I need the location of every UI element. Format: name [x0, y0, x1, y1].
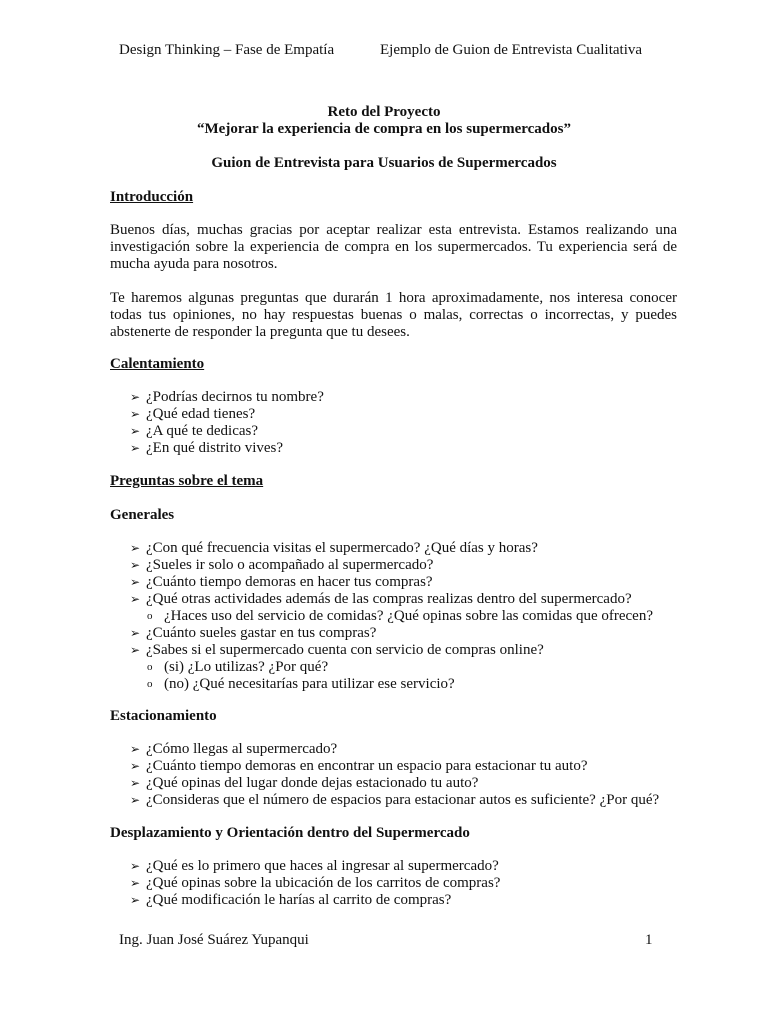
general-list	[130, 540, 653, 693]
movement-list	[130, 858, 500, 909]
guide-title: Guion de Entrevista para Usuarios de Supermercados	[211, 155, 557, 171]
arrow-bullet-icon: ➢	[130, 575, 141, 589]
list-item: ➢ ¿Podrías decirnos tu nombre?	[130, 389, 324, 405]
arrow-bullet-icon: ➢	[130, 626, 141, 640]
intro-paragraph-2: Te haremos algunas preguntas que durarán 1 hora aproximadamente, nos interesa conocer todas tus opiniones, no hay respuestas buenas o malas, correctas o incorrectas, y puedes abstenerte de responder la pregunta que tu desees.	[110, 290, 677, 340]
warmup-list	[130, 389, 324, 457]
footer-author: Ing. Juan José Suárez Yupanqui	[119, 932, 309, 948]
header-document-title: Ejemplo de Guion de Entrevista Cualitativa	[380, 42, 643, 58]
arrow-bullet-icon: ➢	[130, 390, 141, 404]
challenge-label: Reto del Proyecto	[327, 104, 441, 120]
arrow-bullet-icon: ➢	[130, 643, 141, 657]
list-item: ➢ ¿Cuánto tiempo demoras en hacer tus compras?	[130, 574, 433, 590]
arrow-bullet-icon: ➢	[130, 893, 141, 907]
list-item: ➢ ¿Cuánto sueles gastar en tus compras?	[130, 625, 377, 641]
arrow-bullet-icon: ➢	[130, 793, 141, 807]
intro-paragraph-1: Buenos días, muchas gracias por aceptar realizar esta entrevista. Estamos realizando una investigación sobre la experiencia de compra en los supermercados. Tu experiencia será de mucha ayuda para nosotros.	[110, 222, 677, 272]
page-number: 1	[645, 932, 653, 948]
arrow-bullet-icon: ➢	[130, 541, 141, 555]
list-item: ➢ ¿Consideras que el número de espacios para estacionar autos es suficiente? ¿Por qué?	[130, 792, 660, 808]
arrow-bullet-icon: ➢	[130, 592, 141, 606]
list-item: ➢ ¿Cómo llegas al supermercado?	[130, 741, 338, 757]
list-subitem: o ¿Haces uso del servicio de comidas? ¿Qué opinas sobre las comidas que ofrecen?	[147, 608, 653, 624]
topic-heading: Preguntas sobre el tema	[110, 473, 264, 489]
list-item: ➢ ¿A qué te dedicas?	[130, 423, 259, 439]
general-heading: Generales	[110, 507, 175, 523]
arrow-bullet-icon: ➢	[130, 424, 141, 438]
challenge-title: “Mejorar la experiencia de compra en los supermercados”	[197, 121, 571, 137]
list-item: ➢ ¿Qué opinas sobre la ubicación de los carritos de compras?	[130, 875, 501, 891]
parking-list	[130, 741, 659, 809]
list-item: ➢ ¿Qué modificación le harías al carrito de compras?	[130, 892, 452, 908]
circle-bullet-icon: o	[147, 610, 153, 622]
arrow-bullet-icon: ➢	[130, 742, 141, 756]
parking-heading: Estacionamiento	[110, 708, 217, 724]
warmup-heading: Calentamiento	[110, 356, 205, 372]
list-item: ➢ ¿Sabes si el supermercado cuenta con servicio de compras online?	[130, 642, 544, 658]
list-item: ➢ ¿Qué edad tienes?	[130, 406, 256, 422]
arrow-bullet-icon: ➢	[130, 441, 141, 455]
arrow-bullet-icon: ➢	[130, 776, 141, 790]
list-item: ➢ ¿Con qué frecuencia visitas el supermercado? ¿Qué días y horas?	[130, 540, 538, 556]
list-item: ➢ ¿Qué otras actividades además de las compras realizas dentro del supermercado?	[130, 591, 632, 607]
circle-bullet-icon: o	[147, 678, 153, 690]
list-item: ➢ ¿Sueles ir solo o acompañado al supermercado?	[130, 557, 434, 573]
arrow-bullet-icon: ➢	[130, 558, 141, 572]
intro-heading: Introducción	[110, 189, 194, 205]
arrow-bullet-icon: ➢	[130, 876, 141, 890]
movement-heading: Desplazamiento y Orientación dentro del Supermercado	[110, 825, 470, 841]
circle-bullet-icon: o	[147, 661, 153, 673]
list-subitem: o (si) ¿Lo utilizas? ¿Por qué?	[147, 659, 329, 675]
list-subitem: o (no) ¿Qué necesitarías para utilizar ese servicio?	[147, 676, 455, 692]
arrow-bullet-icon: ➢	[130, 407, 141, 421]
arrow-bullet-icon: ➢	[130, 759, 141, 773]
list-item: ➢ ¿Qué opinas del lugar donde dejas estacionado tu auto?	[130, 775, 479, 791]
list-item: ➢ ¿En qué distrito vives?	[130, 440, 284, 456]
header-course-title: Design Thinking – Fase de Empatía	[119, 42, 335, 58]
list-item: ➢ ¿Qué es lo primero que haces al ingresar al supermercado?	[130, 858, 499, 874]
arrow-bullet-icon: ➢	[130, 859, 141, 873]
list-item: ➢ ¿Cuánto tiempo demoras en encontrar un espacio para estacionar tu auto?	[130, 758, 588, 774]
